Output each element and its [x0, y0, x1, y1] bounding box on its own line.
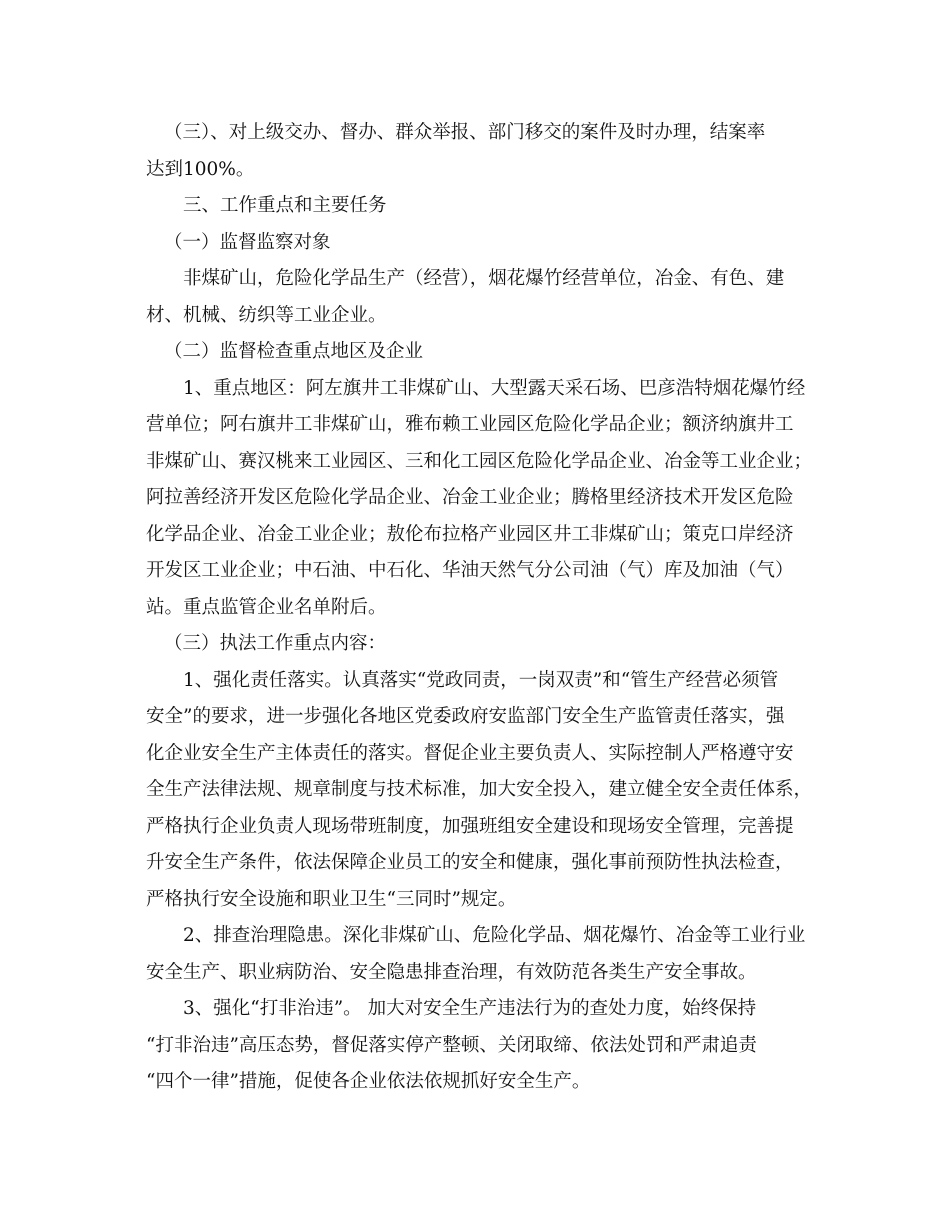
text-line: 严格执行安全设施和职业卫生“三同时”规定。	[146, 888, 517, 910]
text-line: （二）监督检查重点地区及企业	[164, 341, 424, 362]
text-line: 阿拉善经济开发区危险化学品企业、冶金工业企业；腾格里经济技术开发区危险	[146, 487, 794, 508]
text-line: 安全生产、职业病防治、安全隐患排查治理，有效防范各类生产安全事故。	[146, 961, 757, 983]
text-line: （三）执法工作重点内容：	[164, 633, 387, 654]
text-line: “打非治违”高压态势，督促落实停产整顿、关闭取缔、依法处罚和严肃追责	[146, 1034, 757, 1056]
text-line: “四个一律”措施，促使各企业依法依规抓好安全生产。	[146, 1071, 591, 1092]
text-line: 非煤矿山，危险化学品生产（经营），烟花爆竹经营单位，冶金、有色、建	[183, 268, 785, 289]
text-line: 1、重点地区：阿左旗井工非煤矿山、大型露天采石场、巴彦浩特烟花爆竹经	[183, 377, 806, 399]
text-line: 安全”的要求，进一步强化各地区党委政府安监部门安全生产监管责任落实，强	[146, 706, 785, 727]
text-line: 化企业安全生产主体责任的落实。督促企业主要负责人、实际控制人严格遵守安	[146, 742, 794, 764]
text-line: 化学品企业、冶金工业企业；敖伦布拉格产业园区井工非煤矿山；策克口岸经济	[146, 523, 794, 545]
text-line: 站。重点监管企业名单附后。	[146, 596, 387, 618]
text-line: 三、工作重点和主要任务	[183, 195, 387, 216]
text-line: 开发区工业企业；中石油、中石化、华油天然气分公司油（气）库及加油（气）	[146, 560, 794, 581]
text-line: 营单位；阿右旗井工非煤矿山，雅布赖工业园区危险化学品企业；额济纳旗井工	[146, 414, 794, 435]
text-line: 升安全生产条件，依法保障企业员工的安全和健康，强化事前预防性执法检查，	[146, 852, 794, 873]
text-line: 非煤矿山、赛汉桃来工业园区、三和化工园区危险化学品企业、冶金等工业企业；	[146, 450, 813, 472]
text-line: （一）监督监察对象	[164, 231, 331, 253]
text-line: 3、强化“打非治违”。 加大对安全生产违法行为的查处力度，始终保持	[183, 998, 757, 1019]
text-line: 2、排查治理隐患。深化非煤矿山、危险化学品、烟花爆竹、冶金等工业行业	[183, 925, 806, 946]
text-line: 严格执行企业负责人现场带班制度，加强班组安全建设和现场安全管理，完善提	[146, 815, 794, 837]
text-line: 全生产法律法规、规章制度与技术标准，加大安全投入，建立健全安全责任体系，	[146, 779, 813, 800]
text-line: 材、机械、纺织等工业企业。	[146, 304, 387, 326]
text-line: 达到100%。	[146, 158, 255, 180]
document-body	[146, 115, 813, 1101]
text-line: （三）、对上级交办、督办、群众举报、部门移交的案件及时办理，结案率	[164, 122, 766, 143]
text-line: 1、强化责任落实。认真落实“党政同责，一岗双责”和“管生产经营必须管	[183, 669, 779, 691]
